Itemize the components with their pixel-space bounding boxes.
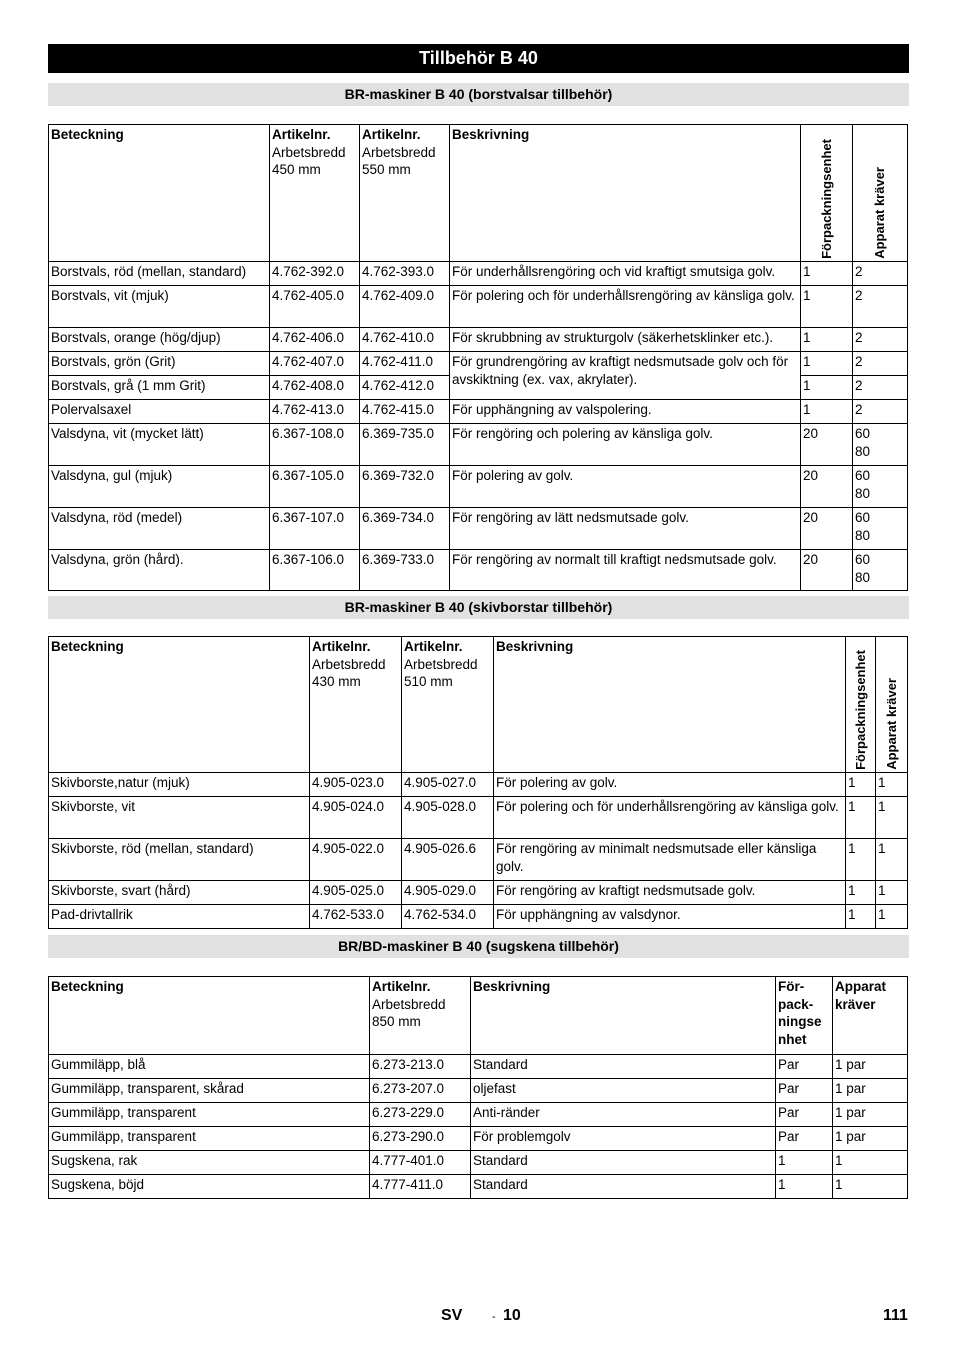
section-heading-squeegee: BR/BD-maskiner B 40 (sugskena tillbehör): [48, 935, 909, 958]
header-artikelnr-510: Artikelnr. Arbetsbredd 510 mm: [402, 637, 494, 773]
cell-requires: 1: [876, 839, 908, 881]
cell-description: För upphängning av valspolering.: [450, 400, 801, 424]
cell-description: För grundrengöring av kraftigt nedsmutsade golv och för avskiktning (ex. vax, akrylater).: [450, 352, 801, 400]
cell-description: Standard: [471, 1175, 776, 1199]
table-row: [49, 328, 908, 352]
cell-description: För rengöring av kraftigt nedsmutsade golv.: [494, 881, 846, 905]
table-row: [49, 508, 908, 550]
cell-name: Sugskena, böjd: [49, 1175, 370, 1199]
cell-article-2: 4.762-412.0: [360, 376, 450, 400]
cell-name: Borstvals, orange (hög/djup): [49, 328, 270, 352]
cell-name: Skivborste, svart (hård): [49, 881, 310, 905]
header-apparat-kraver: Apparat kräver: [833, 977, 908, 1055]
table-row: [49, 550, 908, 591]
header-forpackningsenhet: För- pack- ningse nhet: [776, 977, 833, 1055]
table-row: [49, 352, 908, 376]
cell-name: Valsdyna, gul (mjuk): [49, 466, 270, 508]
table-row: [49, 1079, 908, 1103]
cell-description: Anti-ränder: [471, 1103, 776, 1127]
cell-article-1: 4.762-405.0: [270, 286, 360, 328]
cell-article-1: 6.367-106.0: [270, 550, 360, 591]
cell-requires: 1: [876, 905, 908, 929]
cell-description: För underhållsrengöring och vid kraftigt smutsiga golv.: [450, 262, 801, 286]
cell-pack: 1: [801, 262, 853, 286]
cell-pack: 20: [801, 466, 853, 508]
cell-article-1: 4.762-407.0: [270, 352, 360, 376]
table-row: [49, 1175, 908, 1199]
cell-description: För polering av golv.: [494, 773, 846, 797]
cell-article-1: 4.762-408.0: [270, 376, 360, 400]
cell-article-1: 6.367-105.0: [270, 466, 360, 508]
cell-article-1: 4.905-024.0: [310, 797, 402, 839]
header-beskrivning: Beskrivning: [450, 125, 801, 262]
cell-article-1: 4.905-025.0: [310, 881, 402, 905]
cell-pack: Par: [776, 1103, 833, 1127]
cell-description: För rengöring och polering av känsliga golv.: [450, 424, 801, 466]
cell-pack: 1: [776, 1151, 833, 1175]
page-title: Tillbehör B 40: [48, 44, 909, 73]
cell-article-2: 4.905-026.6: [402, 839, 494, 881]
cell-name: Borstvals, grön (Grit): [49, 352, 270, 376]
cell-article-2: 4.762-393.0: [360, 262, 450, 286]
cell-article-1: 6.367-107.0: [270, 508, 360, 550]
cell-article-2: 4.762-415.0: [360, 400, 450, 424]
cell-name: Valsdyna, grön (hård).: [49, 550, 270, 591]
cell-name: Valsdyna, vit (mycket lätt): [49, 424, 270, 466]
cell-name: Polervalsaxel: [49, 400, 270, 424]
cell-article: 6.273-290.0: [370, 1127, 471, 1151]
cell-article: 4.777-401.0: [370, 1151, 471, 1175]
cell-requires: 1: [876, 881, 908, 905]
cell-requires: 2: [853, 286, 908, 328]
header-artikelnr-850: Artikelnr. Arbetsbredd 850 mm: [370, 977, 471, 1055]
cell-article-1: 4.762-392.0: [270, 262, 360, 286]
cell-article-2: 4.762-534.0: [402, 905, 494, 929]
table-disc-brushes: [48, 636, 908, 929]
cell-description: För rengöring av minimalt nedsmutsade eller känsliga golv.: [494, 839, 846, 881]
table-row: [49, 286, 908, 328]
header-artikelnr-550: Artikelnr. Arbetsbredd 550 mm: [360, 125, 450, 262]
cell-name: Valsdyna, röd (medel): [49, 508, 270, 550]
header-artikelnr-430: Artikelnr. Arbetsbredd 430 mm: [310, 637, 402, 773]
cell-pack: 1: [801, 328, 853, 352]
cell-name: Skivborste, röd (mellan, standard): [49, 839, 310, 881]
header-forpackningsenhet: Förpackningsenhet: [801, 125, 853, 262]
footer-section-page: 10: [503, 1307, 521, 1324]
cell-description: För rengöring av normalt till kraftigt nedsmutsade golv.: [450, 550, 801, 591]
cell-article: 4.777-411.0: [370, 1175, 471, 1199]
cell-description: För skrubbning av strukturgolv (säkerhetsklinker etc.).: [450, 328, 801, 352]
cell-article-2: 6.369-732.0: [360, 466, 450, 508]
cell-requires: 1 par: [833, 1055, 908, 1079]
cell-pack: 1: [846, 839, 876, 881]
table-header-row: [49, 125, 908, 262]
cell-requires: 1: [833, 1151, 908, 1175]
cell-description: För polering av golv.: [450, 466, 801, 508]
cell-pack: 20: [801, 550, 853, 591]
cell-pack: 1: [846, 797, 876, 839]
cell-description: oljefast: [471, 1079, 776, 1103]
header-beskrivning: Beskrivning: [471, 977, 776, 1055]
table-squeegee: [48, 976, 908, 1199]
table-row: [49, 773, 908, 797]
cell-name: Skivborste,natur (mjuk): [49, 773, 310, 797]
cell-requires: 1: [876, 773, 908, 797]
cell-article-2: 4.905-029.0: [402, 881, 494, 905]
section-heading-disc-brushes: BR-maskiner B 40 (skivborstar tillbehör): [48, 596, 909, 619]
cell-name: Skivborste, vit: [49, 797, 310, 839]
cell-pack: Par: [776, 1127, 833, 1151]
table-row: [49, 1103, 908, 1127]
cell-requires: 1 par: [833, 1103, 908, 1127]
header-forpackningsenhet: Förpackningsenhet: [846, 637, 876, 773]
cell-requires: 1 par: [833, 1127, 908, 1151]
cell-name: Gummiläpp, blå: [49, 1055, 370, 1079]
table-row: [49, 1127, 908, 1151]
cell-pack: 1: [801, 286, 853, 328]
cell-article: 6.273-229.0: [370, 1103, 471, 1127]
cell-requires: 2: [853, 262, 908, 286]
cell-article-2: 4.905-028.0: [402, 797, 494, 839]
header-apparat-kraver: Apparat kräver: [876, 637, 908, 773]
cell-description: För problemgolv: [471, 1127, 776, 1151]
cell-article-1: 4.905-023.0: [310, 773, 402, 797]
cell-pack: Par: [776, 1079, 833, 1103]
cell-pack: 20: [801, 424, 853, 466]
cell-requires: 1: [876, 797, 908, 839]
cell-description: För upphängning av valsdynor.: [494, 905, 846, 929]
cell-pack: 1: [846, 773, 876, 797]
cell-name: Sugskena, rak: [49, 1151, 370, 1175]
cell-requires: 60 80: [853, 550, 908, 591]
cell-article-2: 4.762-410.0: [360, 328, 450, 352]
cell-article-2: 4.905-027.0: [402, 773, 494, 797]
cell-requires: 2: [853, 400, 908, 424]
cell-description: Standard: [471, 1151, 776, 1175]
footer-language: SV: [441, 1307, 463, 1324]
cell-pack: 1: [846, 905, 876, 929]
cell-pack: 1: [801, 376, 853, 400]
cell-description: Standard: [471, 1055, 776, 1079]
cell-requires: 1: [833, 1175, 908, 1199]
table-row: [49, 881, 908, 905]
table-row: [49, 466, 908, 508]
table-brush-rollers: [48, 124, 908, 591]
cell-article-1: 4.762-406.0: [270, 328, 360, 352]
cell-name: Gummiläpp, transparent: [49, 1103, 370, 1127]
section-heading-brush-rollers: BR-maskiner B 40 (borstvalsar tillbehör): [48, 83, 909, 106]
table-row: [49, 797, 908, 839]
cell-name: Gummiläpp, transparent, skårad: [49, 1079, 370, 1103]
cell-pack: 1: [801, 400, 853, 424]
header-beteckning: Beteckning: [49, 125, 270, 262]
cell-article-1: 4.905-022.0: [310, 839, 402, 881]
footer-page-number: 111: [883, 1307, 908, 1324]
cell-requires: 2: [853, 376, 908, 400]
cell-requires: 60 80: [853, 466, 908, 508]
cell-requires: 60 80: [853, 508, 908, 550]
cell-article-2: 4.762-411.0: [360, 352, 450, 376]
cell-article: 6.273-207.0: [370, 1079, 471, 1103]
header-beskrivning: Beskrivning: [494, 637, 846, 773]
cell-requires: 60 80: [853, 424, 908, 466]
cell-article-1: 4.762-413.0: [270, 400, 360, 424]
cell-pack: 1: [776, 1175, 833, 1199]
table-row: [49, 1055, 908, 1079]
header-artikelnr-450: Artikelnr. Arbetsbredd 450 mm: [270, 125, 360, 262]
cell-article-1: 4.762-533.0: [310, 905, 402, 929]
table-header-row: [49, 977, 908, 1055]
cell-article: 6.273-213.0: [370, 1055, 471, 1079]
table-row: [49, 424, 908, 466]
table-header-row: [49, 637, 908, 773]
table-row: [49, 1151, 908, 1175]
cell-article-2: 6.369-735.0: [360, 424, 450, 466]
header-beteckning: Beteckning: [49, 977, 370, 1055]
cell-pack: Par: [776, 1055, 833, 1079]
cell-article-2: 6.369-733.0: [360, 550, 450, 591]
cell-pack: 1: [801, 352, 853, 376]
table-row: [49, 839, 908, 881]
cell-article-1: 6.367-108.0: [270, 424, 360, 466]
cell-requires: 2: [853, 328, 908, 352]
cell-name: Gummiläpp, transparent: [49, 1127, 370, 1151]
table-row: [49, 905, 908, 929]
cell-pack: 20: [801, 508, 853, 550]
cell-name: Borstvals, röd (mellan, standard): [49, 262, 270, 286]
cell-name: Pad-drivtallrik: [49, 905, 310, 929]
cell-requires: 1 par: [833, 1079, 908, 1103]
cell-pack: 1: [846, 881, 876, 905]
table-row: [49, 262, 908, 286]
cell-description: För rengöring av lätt nedsmutsade golv.: [450, 508, 801, 550]
header-beteckning: Beteckning: [49, 637, 310, 773]
cell-name: Borstvals, vit (mjuk): [49, 286, 270, 328]
header-apparat-kraver: Apparat kräver: [853, 125, 908, 262]
cell-description: För polering och för underhållsrengöring av känsliga golv.: [450, 286, 801, 328]
footer-dash: -: [492, 1311, 496, 1323]
cell-article-2: 4.762-409.0: [360, 286, 450, 328]
cell-requires: 2: [853, 352, 908, 376]
cell-name: Borstvals, grå (1 mm Grit): [49, 376, 270, 400]
cell-description: För polering och för underhållsrengöring av känsliga golv.: [494, 797, 846, 839]
cell-article-2: 6.369-734.0: [360, 508, 450, 550]
table-row: [49, 400, 908, 424]
